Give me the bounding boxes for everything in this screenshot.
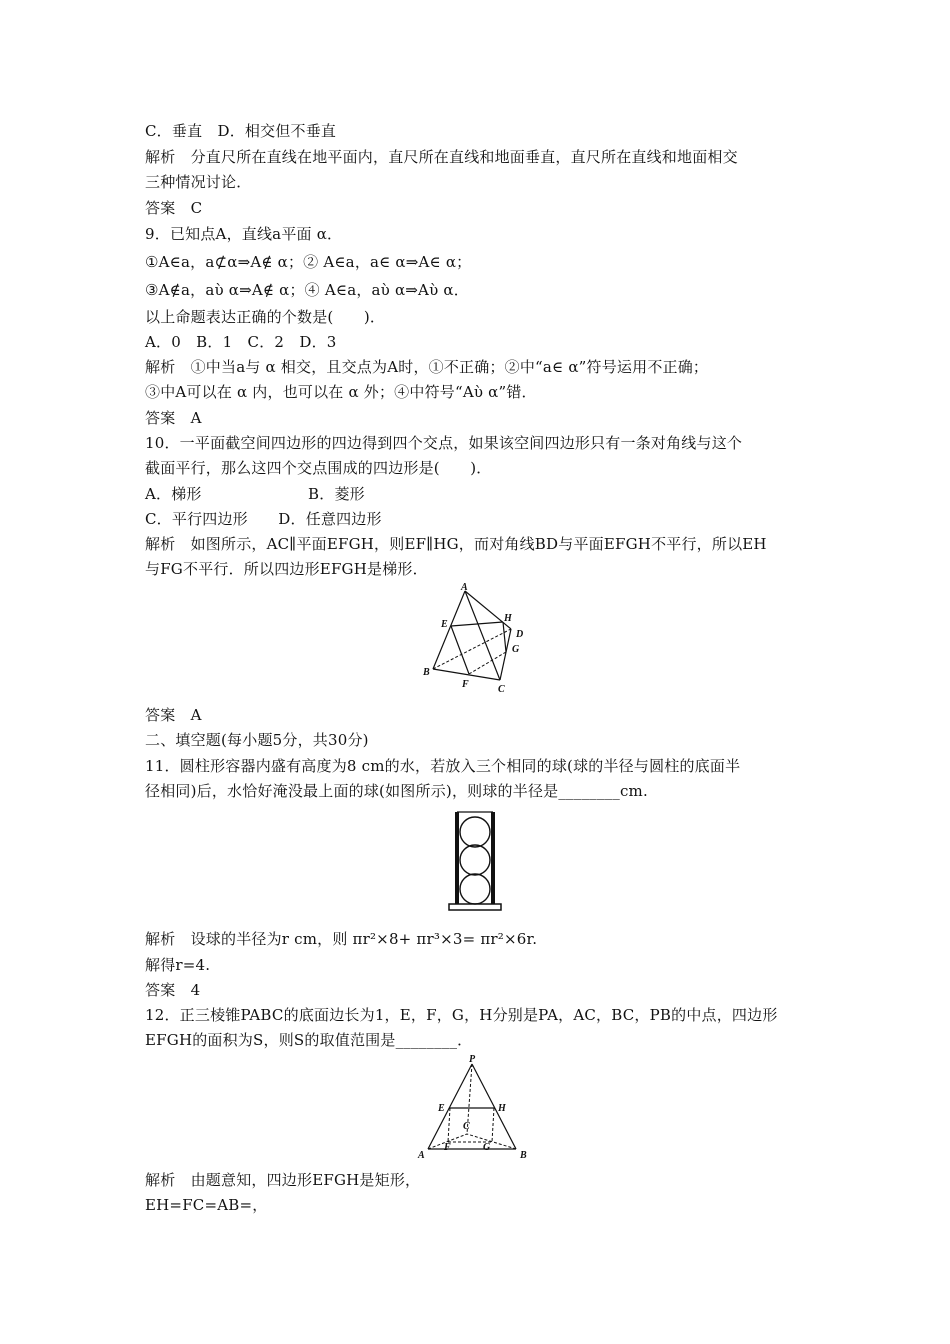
label-b: B	[520, 1150, 527, 1161]
question-11-solve: 解得r=4.	[145, 956, 211, 974]
question-10-stem: 10．一平面截空间四边形的四边得到四个交点，如果该空间四边形只有一条对角线与这个	[145, 434, 743, 452]
question-9-propositions-2: ③A∉a，aὺ α⇒A∉ α；④ A∈a，aὺ α⇒Aὺ α．	[145, 281, 469, 299]
label-h: H	[498, 1103, 506, 1114]
question-11-analysis: 解析 设球的半径为r cm，则 πr²×8+ πr³×3= πr²×6r.	[145, 930, 538, 948]
label-b: B	[423, 667, 430, 678]
answer-line: 答案 C	[145, 199, 203, 217]
figure-cylinder-spheres	[440, 806, 510, 916]
analysis-text-cont: 三种情况讨论．	[145, 173, 252, 191]
option-line-cd: C．垂直 D．相交但不垂直	[145, 122, 337, 140]
label-e: E	[438, 1103, 445, 1114]
question-11-stem-cont: 径相同)后，水恰好淹没最上面的球(如图所示)，则球的半径是________cm.	[145, 782, 648, 800]
question-11-answer: 答案 4	[145, 981, 201, 999]
analysis-text: 解析 分直尺所在直线在地平面内，直尺所在直线和地面垂直，直尺所在直线和地面相交	[145, 148, 738, 166]
label-h: H	[504, 613, 512, 624]
label-a: A	[418, 1150, 425, 1161]
label-c: C	[463, 1121, 470, 1132]
question-10-analysis-cont: 与FG不平行．所以四边形EFGH是梯形．	[145, 560, 428, 578]
label-f: F	[462, 679, 469, 690]
question-9-analysis-cont: ③中A可以在 α 内，也可以在 α 外；④中符号“Aὺ α”错．	[145, 383, 537, 401]
question-11-stem: 11．圆柱形容器内盛有高度为8 cm的水，若放入三个相同的球(球的半径与圆柱的底面半	[145, 757, 741, 775]
question-12-analysis-cont: EH=FC=AB=，	[145, 1196, 268, 1214]
label-f: F	[444, 1142, 451, 1153]
label-p: P	[469, 1054, 476, 1065]
question-10-analysis: 解析 如图所示，AC∥平面EFGH，则EF∥HG，而对角线BD与平面EFGH不平行，所以EH	[145, 535, 767, 553]
label-d: D	[516, 629, 524, 640]
question-12-stem-cont: EFGH的面积为S，则S的取值范围是________．	[145, 1031, 473, 1049]
question-12-stem: 12．正三棱锥PABC的底面边长为1，E，F，G，H分别是PA，AC，BC，PB的中点，四边形	[145, 1006, 778, 1024]
question-9-answer: 答案 A	[145, 409, 202, 427]
figure-spatial-quadrilateral	[415, 582, 540, 697]
question-9-propositions-1: ①A∈a，a⊄α⇒A∉ α；② A∈a，a∈ α⇒A∈ α；	[145, 253, 472, 271]
figure-triangular-pyramid	[412, 1052, 537, 1164]
question-10-stem-cont: 截面平行，那么这四个交点围成的四边形是( )．	[145, 459, 492, 477]
question-9-options: A．0 B．1 C．2 D．3	[145, 333, 337, 351]
question-9-stem: 9．已知点A，直线a平面 α．	[145, 225, 343, 243]
question-12-analysis: 解析 由题意知，四边形EFGH是矩形，	[145, 1171, 421, 1189]
label-a: A	[461, 582, 468, 593]
question-10-answer: 答案 A	[145, 706, 202, 724]
question-10-options-ab: A．梯形 B．菱形	[145, 485, 365, 503]
section-heading-fill-in: 二、填空题(每小题5分，共30分)	[145, 731, 369, 749]
label-g: G	[512, 644, 520, 655]
question-9-analysis: 解析 ①中当a与 α 相交，且交点为A时，①不正确；②中“a∈ α”符号运用不正确；	[145, 358, 709, 376]
question-9-prompt: 以上命题表达正确的个数是( )．	[145, 308, 386, 326]
question-10-options-cd: C．平行四边形 D．任意四边形	[145, 510, 382, 528]
label-e: E	[441, 619, 448, 630]
label-c: C	[498, 684, 505, 695]
label-g: G	[483, 1142, 491, 1153]
